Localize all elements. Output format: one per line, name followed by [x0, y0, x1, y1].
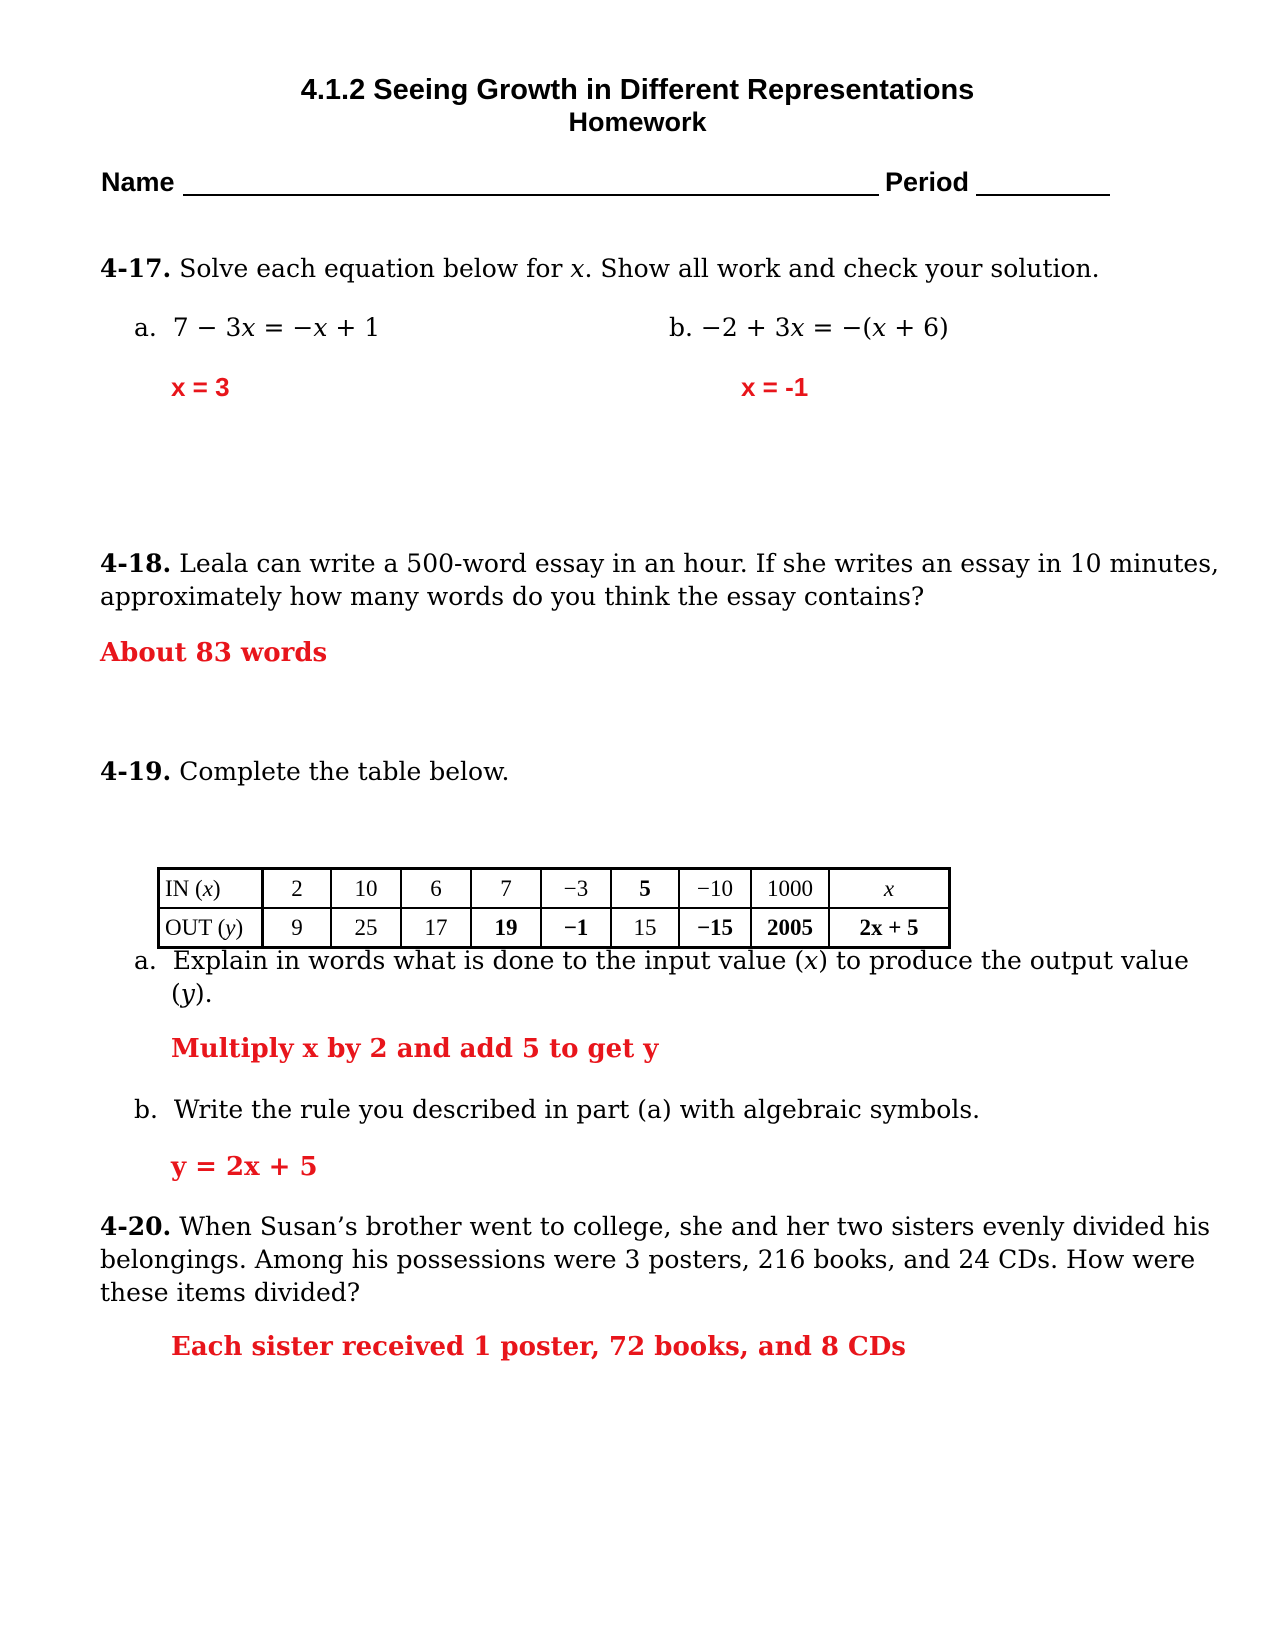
answer-4-20: Each sister received 1 poster, 72 books, and 8 CDs: [171, 1332, 906, 1362]
question-number: 4-20.: [100, 1212, 172, 1241]
table-cell: 1000: [751, 869, 829, 909]
question-number: 4-17.: [100, 254, 172, 283]
question-number: 4-18.: [100, 549, 172, 578]
table-cell: 7: [471, 869, 541, 909]
question-4-17: 4-17. Solve each equation below for x. Show all work and check your solution.: [100, 254, 1100, 283]
table-cell: 9: [263, 908, 332, 948]
table-cell: 2005: [751, 908, 829, 948]
table-cell: x: [829, 869, 950, 909]
table-cell: 10: [331, 869, 401, 909]
page-subtitle: Homework: [568, 107, 707, 137]
table-cell: 25: [331, 908, 401, 948]
table-cell: −10: [679, 869, 751, 909]
name-blank-line[interactable]: [183, 194, 879, 196]
table-cell: 5: [611, 869, 679, 909]
answer-4-17a: x = 3: [171, 372, 230, 402]
table-cell: 19: [471, 908, 541, 948]
question-4-19b: b. Write the rule you described in part (a) with algebraic symbols.: [134, 1095, 981, 1124]
answer-4-18: About 83 words: [100, 638, 328, 668]
table-cell: −15: [679, 908, 751, 948]
table-row-in: [159, 869, 950, 909]
out-header: OUT (y): [159, 908, 263, 948]
table-cell: 15: [611, 908, 679, 948]
table-cell: 17: [401, 908, 471, 948]
table-row-out: [159, 908, 950, 948]
table-cell: −1: [541, 908, 611, 948]
question-4-20: 4-20. When Susan’s brother went to college, she and her two sisters evenly divided his belongings. Among his possessions were 3 posters, 216 books, and 24 CDs. How were these items divided?: [100, 1212, 1211, 1307]
period-label: Period: [885, 167, 970, 197]
question-4-19: 4-19. Complete the table below.: [100, 757, 510, 786]
table-cell: 6: [401, 869, 471, 909]
table-cell: 2x + 5: [829, 908, 950, 948]
question-4-17b: b. −2 + 3x = −(x + 6): [669, 313, 949, 342]
io-table: [157, 867, 951, 949]
answer-4-19a: Multiply x by 2 and add 5 to get y: [171, 1034, 659, 1064]
period-blank-line[interactable]: [976, 194, 1110, 196]
question-4-18: 4-18. Leala can write a 500-word essay in an hour. If she writes an essay in 10 minutes, approximately how many words do you think the essay contains?: [100, 549, 1220, 611]
answer-4-17b: x = -1: [741, 372, 809, 402]
question-4-19a: a. Explain in words what is done to the input value (x) to produce the output value (y).: [134, 946, 1189, 1008]
in-header: IN (x): [159, 869, 263, 909]
page-title: 4.1.2 Seeing Growth in Different Representations: [300, 74, 975, 106]
question-number: 4-19.: [100, 757, 172, 786]
table-cell: −3: [541, 869, 611, 909]
table-cell: 2: [263, 869, 332, 909]
answer-4-19b: y = 2x + 5: [171, 1152, 318, 1182]
name-label: Name: [101, 167, 175, 197]
question-4-17a: a. 7 − 3x = −x + 1: [134, 313, 381, 342]
